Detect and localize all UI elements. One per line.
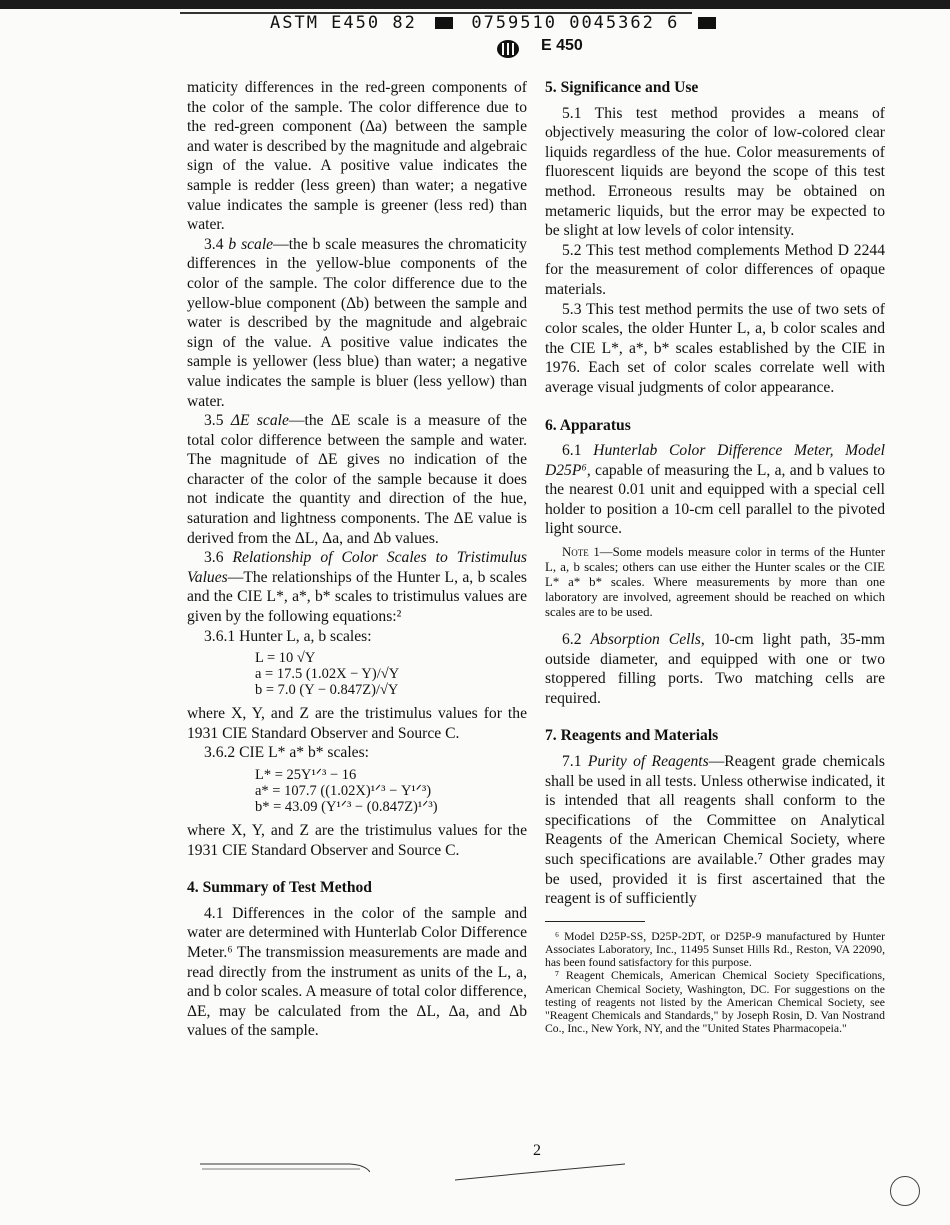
paragraph-6-1: 6.1 Hunterlab Color Difference Meter, Model D25P⁶, capable of measuring the L, a, and b values to the nearest 0.01 unit and equipped with a special cell holder to position a 10-cm cell parallel to the pivoted light source.	[545, 442, 886, 538]
paragraph-where-2: where X, Y, and Z are the tristimulus values for the 1931 CIE Standard Observer and Source C.	[187, 822, 527, 859]
paragraph-3-5: 3.5 ΔE scale—the ΔE scale is a measure of the total color difference between the sample and water. The magnitude of ΔE gives no indication of the character of the color of the sample because it does not indicate the quantity and direction of the hue, saturation and lightness components. The ΔE value is derived from the ΔL, Δa, and Δb values.	[187, 412, 527, 547]
stamp-block-end	[698, 17, 716, 29]
left-column	[187, 78, 527, 1041]
paragraph-5-1: 5.1 This test method provides a means of objectively measuring the color of low-colored clear liquids regardless of the hue. Color measurements of fluorescent liquids are beyond the scope of this test method. Erroneous results may be obtained on metameric liquids, but the error may be expected to be slight at low levels of color intensity.	[545, 104, 885, 240]
paragraph-3-6-2: 3.6.2 CIE L* a* b* scales:	[204, 744, 369, 762]
section-heading-6: 6. Apparatus	[545, 416, 631, 434]
paragraph-5-2: 5.2 This test method complements Method D 2244 for the measurement of color differences of opaque materials.	[545, 241, 885, 298]
standard-designation: E 450	[541, 37, 583, 54]
footnote-rule	[545, 921, 645, 922]
astm-stamp	[270, 13, 690, 35]
stamp-text-2: 0759510 0045362 6	[471, 13, 680, 33]
equation: b* = 43.09 (Y¹ᐟ³ − (0.847Z)¹ᐟ³)	[255, 799, 438, 815]
corner-circle-mark	[890, 1176, 920, 1206]
paragraph-3-6-1: 3.6.1 Hunter L, a, b scales:	[204, 627, 372, 645]
astm-logo-icon	[496, 39, 520, 59]
footnote-6: ⁶ Model D25P-SS, D25P-2DT, or D25P-9 manufactured by Hunter Associates Laboratory, Inc., 11495 Sunset Hills Rd., Reston, VA 22090, has been found satisfactory for this purpose.	[545, 929, 885, 970]
note-1: Note 1—Some models measure color in terms of the Hunter L, a, b scales; others can use either the Hunter scales or the CIE L* a* b* scales. Where measurements by more than one laboratory are involved, agreement should be reached on which scales are to be used.	[545, 545, 885, 620]
section-heading-5: 5. Significance and Use	[545, 79, 699, 96]
section-heading-4: 4. Summary of Test Method	[187, 879, 372, 897]
paragraph-5-3: 5.3 This test method permits the use of two sets of color scales, the older Hunter L, a, b color scales and the CIE L*, a*, b* scales established by the CIE in 1976. Each set of color scales correlate well with average visual judgments of color appearance.	[545, 300, 885, 396]
underline-scribble-right	[455, 1160, 625, 1182]
paragraph-6-2: 6.2 Absorption Cells, 10-cm light path, 35-mm outside diameter, and equipped with one or two stoppered filling ports. Two matching cells are required.	[545, 631, 885, 707]
cie-equations	[255, 767, 527, 815]
equation: L = 10 √Y	[255, 650, 316, 667]
stamp-block	[435, 17, 453, 29]
footnote-7: ⁷ Reagent Chemicals, American Chemical Society Specifications, American Chemical Society, Washington, DC. For suggestions on the testing of reagents not listed by the American Chemical Society, see "Reagent Chemicals and Standards," by Joseph Rosin, D. Van Nostrand Co., Inc., New York, NY, and the "United States Pharmacopeia."	[545, 969, 885, 1036]
paragraph-7-1: 7.1 Purity of Reagents—Reagent grade chemicals shall be used in all tests. Unless otherwise indicated, it is intended that all reagents shall conform to the specifications of the Committee on Analytical Reagents of the American Chemical Society, where such specifications are available.⁷ Other grades may be used, provided it is first ascertained that the reagent is of sufficiently	[545, 753, 885, 908]
right-column	[545, 78, 885, 1035]
scan-top-edge	[0, 0, 950, 9]
equation: a* = 107.7 ((1.02X)¹ᐟ³ − Y¹ᐟ³)	[255, 783, 432, 799]
equation: L* = 25Y¹ᐟ³ − 16	[255, 767, 357, 783]
paragraph-where-1: where X, Y, and Z are the tristimulus values for the 1931 CIE Standard Observer and Source C.	[187, 705, 527, 742]
stamp-text-1: ASTM E450 82	[270, 13, 417, 33]
page-number: 2	[533, 1142, 541, 1159]
paragraph-4-1: 4.1 Differences in the color of the sample and water are determined with Hunterlab Color Difference Meter.⁶ The transmission measurements are made and read directly from the instrument as units of the L, a, and b color scales. A measure of total color difference, ΔE, may be calculated from the ΔL, Δa, and Δb values of the sample.	[187, 904, 527, 1040]
section-heading-7: 7. Reagents and Materials	[545, 727, 719, 745]
equation: b = 7.0 (Y − 0.847Z)/√Y	[255, 682, 399, 699]
paragraph-intro: maticity differences in the red-green components of the color of the sample. The color difference due to the red-green component (Δa) between the sample and water is described by the magnitude and algebraic sign of the value. A positive value indicates the sample is redder (less green) than water; a negative value indicates the sample is greener (less red) than water.	[187, 79, 527, 234]
underline-scribble-left	[200, 1160, 370, 1174]
paragraph-3-6: 3.6 Relationship of Color Scales to Tristimulus Values—The relationships of the Hunter L, a, b scales and the CIE L*, a*, b* scales to tristimulus values are given by the following equations:²	[187, 549, 527, 626]
hunter-equations	[255, 650, 527, 698]
equation: a = 17.5 (1.02X − Y)/√Y	[255, 666, 400, 683]
paragraph-3-4: 3.4 b scale—the b scale measures the chromaticity differences in the yellow-blue components of the color of the sample. The color difference due to the yellow-blue component (Δb) between the sample and water is described by the magnitude and algebraic sign of the value. A positive value indicates the sample is yellower (less blue) than water; a negative value indicates the sample is bluer (less yellow) than water.	[187, 235, 527, 410]
